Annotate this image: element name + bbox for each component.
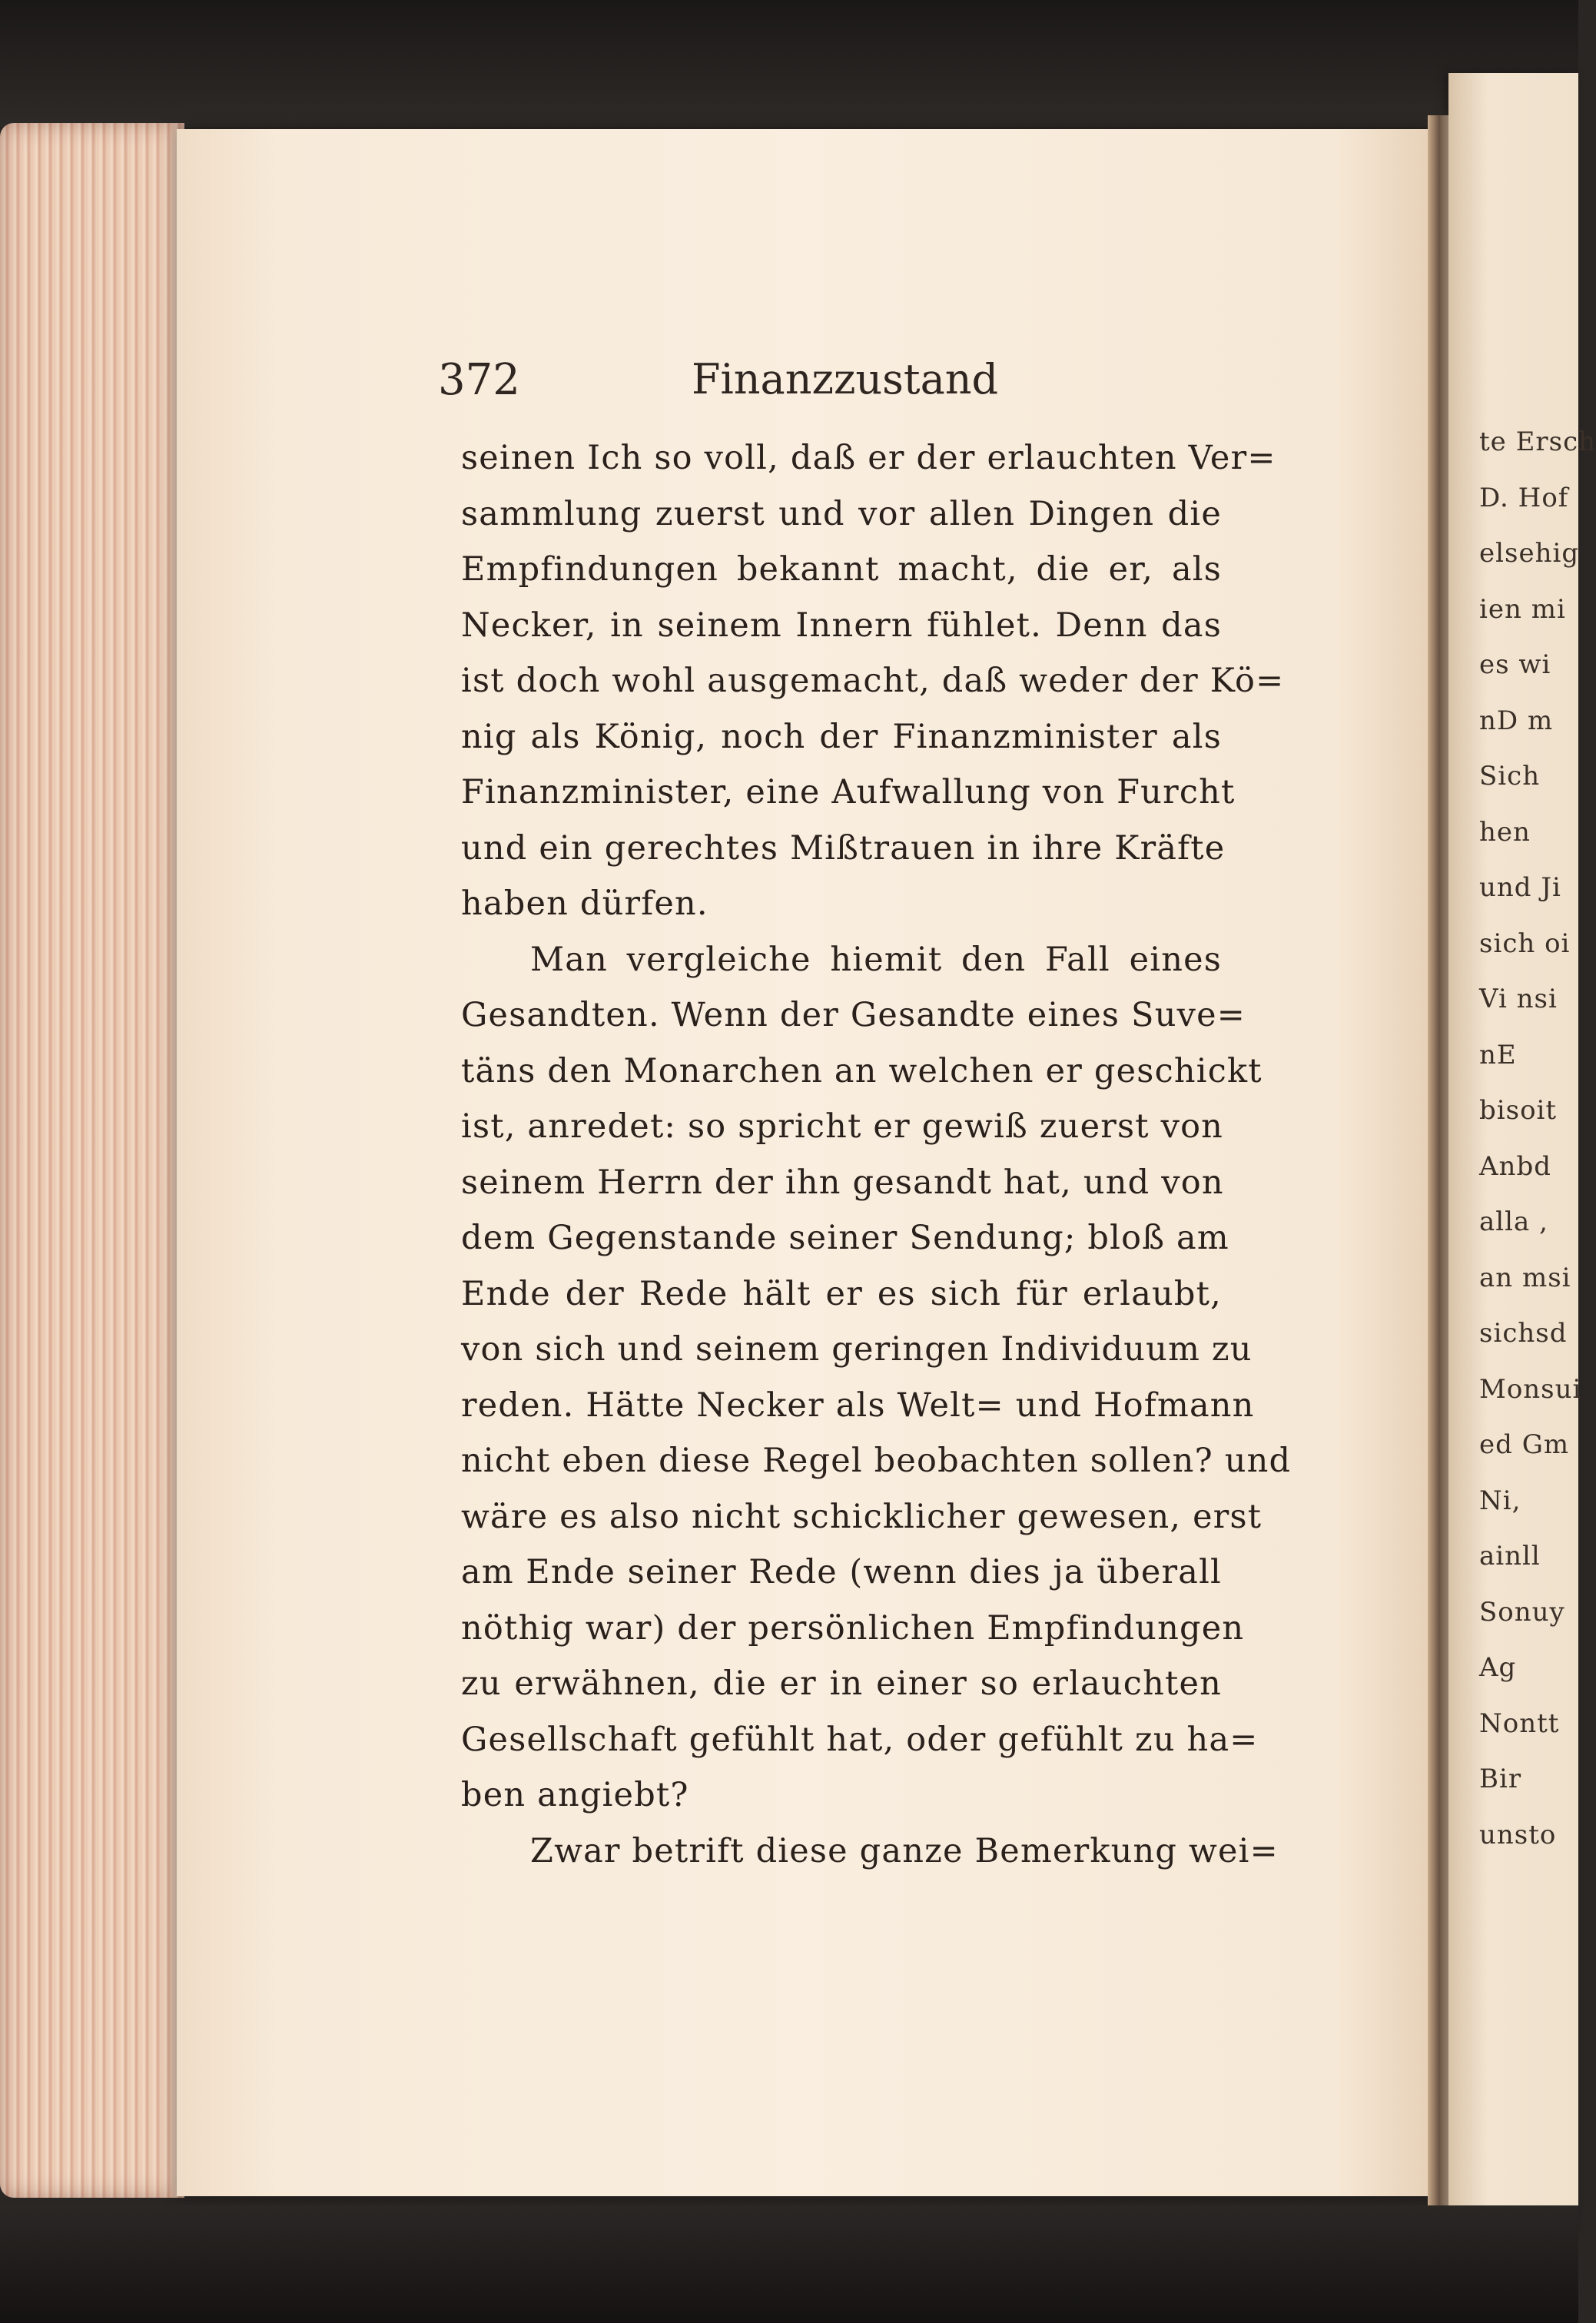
text-line: nicht eben diese Regel beobachten sollen? und <box>461 1442 1292 1480</box>
adjacent-page-text-fragment: nE <box>1479 1039 1517 1070</box>
adjacent-page <box>1448 73 1596 2232</box>
text-line: Necker, in seinem Innern fühlet. Denn das <box>461 606 1222 645</box>
adjacent-page-text-fragment: ed Gm <box>1479 1429 1570 1460</box>
text-line: nig als König, noch der Finanzminister als <box>461 717 1222 756</box>
adjacent-page-text-fragment: Sonuy <box>1479 1596 1565 1628</box>
adjacent-page-text-fragment: elsehig <box>1479 538 1580 569</box>
page-number: 372 <box>438 355 520 405</box>
text-line: von sich und seinem geringen Individuum zu <box>461 1330 1253 1369</box>
text-line: Gesellschaft gefühlt hat, oder gefühlt zu ha= <box>461 1720 1259 1759</box>
backdrop-top <box>0 0 1578 127</box>
text-line: Zwar betrift diese ganze Bemerkung wei= <box>530 1831 1279 1870</box>
text-line: ist doch wohl ausgemacht, daß weder der Kö= <box>461 662 1285 700</box>
adjacent-page-text-fragment: Nontt <box>1479 1707 1560 1739</box>
adjacent-page-text-fragment: nD m <box>1479 705 1554 736</box>
adjacent-page-text-fragment: Vi nsi <box>1479 984 1558 1014</box>
adjacent-page-text-fragment: und Ji <box>1479 872 1561 903</box>
text-line: dem Gegenstande seiner Sendung; bloß am <box>461 1219 1229 1257</box>
book-gutter <box>1428 115 1451 2205</box>
body-text <box>461 430 1292 1879</box>
adjacent-page-text-fragment: unsto <box>1479 1819 1557 1850</box>
adjacent-page-text-fragment: hen <box>1479 816 1531 848</box>
text-line: Finanzminister, eine Aufwallung von Furcht <box>461 773 1236 811</box>
text-line: wäre es also nicht schicklicher gewesen, erst <box>461 1497 1263 1536</box>
adjacent-page-text-fragment: Ag <box>1479 1652 1517 1683</box>
adjacent-page-text-fragment: bisoit <box>1479 1095 1558 1126</box>
text-line: Man vergleiche hiemit den Fall eines <box>530 940 1222 979</box>
running-head: Finanzzustand <box>692 355 999 403</box>
text-line: ben angiebt? <box>461 1776 689 1814</box>
text-line: seinen Ich so voll, daß er der erlauchten Ver= <box>461 439 1276 477</box>
text-line: ist, anredet: so spricht er gewiß zuerst von <box>461 1107 1224 1146</box>
text-line: zu erwähnen, die er in einer so erlauchten <box>461 1664 1222 1703</box>
text-line: und ein gerechtes Mißtrauen in ihre Kräfte <box>461 828 1226 868</box>
adjacent-page-text-fragment: Anbd <box>1479 1150 1551 1182</box>
adjacent-page-text-fragment: sichsd <box>1479 1318 1568 1349</box>
text-line: täns den Monarchen an welchen er geschickt <box>461 1051 1263 1090</box>
page-header <box>438 355 1237 416</box>
adjacent-page-text-fragment: ainll <box>1479 1541 1541 1571</box>
adjacent-page-text-fragment: Ni, <box>1479 1485 1521 1516</box>
text-line: Empfindungen bekannt macht, die er, als <box>461 550 1222 589</box>
adjacent-page-text-fragment: Sich <box>1479 761 1541 791</box>
adjacent-page-text-fragment: ien mi <box>1479 593 1566 625</box>
text-line: am Ende seiner Rede (wenn dies ja überall <box>461 1553 1222 1591</box>
adjacent-page-text-fragment: an msi <box>1479 1262 1571 1293</box>
text-line: nöthig war) der persönlichen Empfindungen <box>461 1608 1245 1648</box>
backdrop-bottom <box>0 2205 1578 2323</box>
adjacent-page-text-fragment: Monsui <box>1479 1373 1582 1405</box>
text-line: Gesandten. Wenn der Gesandte eines Suve= <box>461 996 1246 1034</box>
text-line: seinem Herrn der ihn gesandt hat, und von <box>461 1163 1224 1202</box>
text-line: reden. Hätte Necker als Welt= und Hofmann <box>461 1386 1255 1425</box>
text-line: sammlung zuerst und vor allen Dingen die <box>461 494 1222 533</box>
text-line: Ende der Rede hält er es sich für erlaubt, <box>461 1274 1222 1313</box>
adjacent-page-text-fragment: Bir <box>1479 1764 1522 1794</box>
book-page-edges <box>0 123 184 2198</box>
text-line: haben dürfen. <box>461 884 708 923</box>
adjacent-page-text-fragment: alla , <box>1479 1206 1548 1237</box>
adjacent-page-text-fragment: D. Hof <box>1479 482 1569 513</box>
adjacent-page-text-fragment: sich oi <box>1479 928 1571 959</box>
adjacent-page-text-fragment: te Ersch <box>1479 426 1596 457</box>
adjacent-page-text-fragment: es wi <box>1479 649 1551 680</box>
